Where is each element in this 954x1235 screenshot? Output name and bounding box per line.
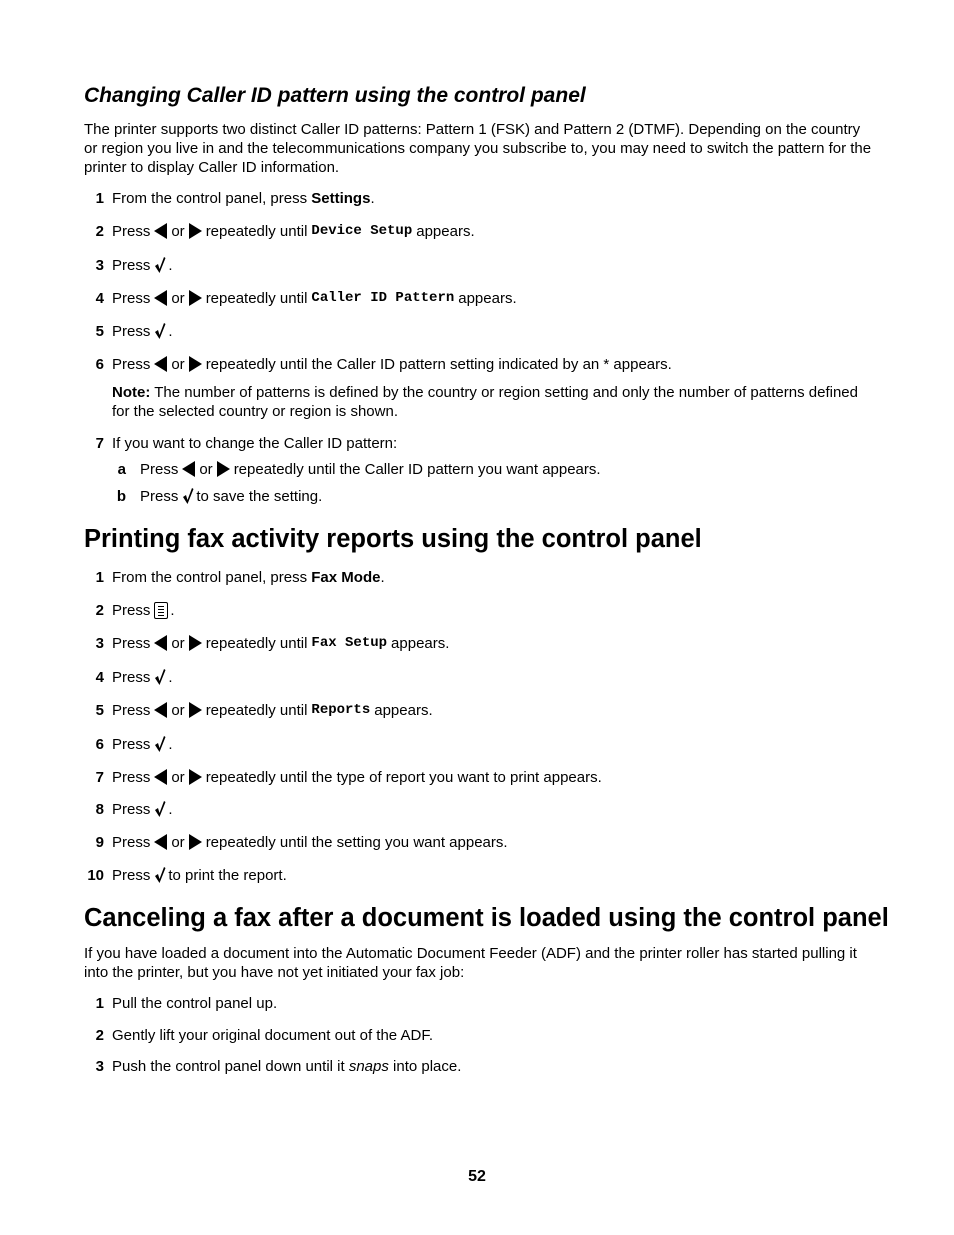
step-number: 8 <box>95 800 104 818</box>
step-text: . <box>380 568 385 586</box>
step-text: or <box>171 222 185 240</box>
checkmark-icon <box>154 668 166 686</box>
step-letter: a <box>117 460 126 478</box>
step-number: 3 <box>95 1057 104 1075</box>
step-text: repeatedly until <box>205 701 308 719</box>
step-text: or <box>171 833 185 851</box>
step-text: Press <box>112 866 151 884</box>
display-message: Reports <box>311 701 371 718</box>
checkmark-icon <box>182 487 194 505</box>
step-text: Press <box>112 634 151 652</box>
step-text: appears. <box>458 289 517 307</box>
step-text: Press <box>112 800 151 818</box>
step-text: If you want to change the Caller ID pattern: <box>112 434 398 452</box>
menu-icon <box>154 602 168 619</box>
checkmark-icon <box>154 735 166 753</box>
step-text: Press <box>112 768 151 786</box>
step-number: 9 <box>95 833 104 851</box>
step-number: 7 <box>95 768 104 786</box>
left-arrow-icon <box>154 769 167 785</box>
right-arrow-icon <box>189 223 202 239</box>
step-text: Press <box>112 601 151 619</box>
left-arrow-icon <box>154 223 167 239</box>
step-number: 2 <box>95 1026 104 1044</box>
step-text: . <box>168 800 173 818</box>
step-text: or <box>171 634 185 652</box>
step-number: 3 <box>95 634 104 652</box>
step-text: From the control panel, press <box>112 568 312 586</box>
step-text: . <box>168 668 173 686</box>
display-message: Device Setup <box>311 222 413 239</box>
step-number: 7 <box>95 434 104 452</box>
step-text: . <box>370 189 375 207</box>
checkmark-icon <box>154 866 166 884</box>
step-text: or <box>199 460 213 478</box>
step-text: or <box>171 768 185 786</box>
right-arrow-icon <box>189 290 202 306</box>
display-message: Caller ID Pattern <box>311 289 455 306</box>
step-text: Press <box>112 668 151 686</box>
step-number: 5 <box>95 322 104 340</box>
section-heading-caller-id: Changing Caller ID pattern using the control panel <box>84 84 586 107</box>
step-text: appears. <box>391 634 450 652</box>
button-name: Settings <box>311 189 371 207</box>
step-text: Gently lift your original document out of the ADF. <box>112 1026 433 1044</box>
emphasis-text: snaps <box>348 1057 389 1075</box>
step-text: repeatedly until the Caller ID pattern you want appears. <box>233 460 601 478</box>
step-text: Press <box>140 460 179 478</box>
intro-paragraph: If you have loaded a document into the Automatic Document Feeder (ADF) and the printer roller has started pulling it into the printer, but you have not yet initiated your fax job: <box>84 945 857 981</box>
left-arrow-icon <box>154 834 167 850</box>
left-arrow-icon <box>154 356 167 372</box>
note <box>112 383 874 421</box>
step-number: 4 <box>95 668 104 686</box>
right-arrow-icon <box>217 461 230 477</box>
step-text: Press <box>112 222 151 240</box>
checkmark-icon <box>154 322 166 340</box>
step-number: 3 <box>95 256 104 274</box>
step-number: 2 <box>95 601 104 619</box>
step-text: repeatedly until the setting you want appears. <box>205 833 508 851</box>
step-text: to save the setting. <box>196 487 323 505</box>
left-arrow-icon <box>182 461 195 477</box>
right-arrow-icon <box>189 356 202 372</box>
step-text: Press <box>112 289 151 307</box>
step-number: 6 <box>95 355 104 373</box>
step-text: or <box>171 355 185 373</box>
intro-paragraph: The printer supports two distinct Caller ID patterns: Pattern 1 (FSK) and Pattern 2 (DTMF). Depending on the country or region you live in and the telecommunications company you subscribe to, you may need to switch the pattern for the printer to display Caller ID information. <box>84 121 872 176</box>
step-text: Push the control panel down until it <box>112 1057 349 1075</box>
step-text: Press <box>112 701 151 719</box>
step-text: repeatedly until <box>205 222 308 240</box>
right-arrow-icon <box>189 702 202 718</box>
step-text: . <box>170 601 175 619</box>
step-text: Press <box>112 735 151 753</box>
step-text: Press <box>112 322 151 340</box>
step-number: 1 <box>95 994 104 1012</box>
step-number: 2 <box>95 222 104 240</box>
step-number: 1 <box>95 189 104 207</box>
display-message: Fax Setup <box>311 634 388 651</box>
step-number: 1 <box>95 568 104 586</box>
step-text: Press <box>112 355 151 373</box>
step-text: . <box>168 735 173 753</box>
left-arrow-icon <box>154 702 167 718</box>
note-text: The number of patterns is defined by the country or region setting and only the number of patterns defined for the selected country or region is shown. <box>112 384 858 420</box>
step-text: Press <box>112 833 151 851</box>
step-text: or <box>171 289 185 307</box>
section-heading-fax-reports: Printing fax activity reports using the control panel <box>84 525 702 553</box>
section-heading-cancel-fax: Canceling a fax after a document is loaded using the control panel <box>84 904 889 932</box>
step-text: Pull the control panel up. <box>112 994 278 1012</box>
checkmark-icon <box>154 256 166 274</box>
step-text: to print the report. <box>168 866 287 884</box>
right-arrow-icon <box>189 834 202 850</box>
step-text: Press <box>112 256 151 274</box>
checkmark-icon <box>154 800 166 818</box>
step-number: 10 <box>87 866 104 884</box>
step-text: . <box>168 322 173 340</box>
left-arrow-icon <box>154 635 167 651</box>
page-number: 52 <box>468 1168 486 1185</box>
step-letter: b <box>116 487 126 505</box>
right-arrow-icon <box>189 635 202 651</box>
step-number: 4 <box>95 289 104 307</box>
step-text: into place. <box>388 1057 462 1075</box>
step-number: 6 <box>95 735 104 753</box>
step-text: or <box>171 701 185 719</box>
right-arrow-icon <box>189 769 202 785</box>
step-number: 5 <box>95 701 104 719</box>
button-name: Fax Mode <box>311 568 381 586</box>
step-text: From the control panel, press <box>112 189 312 207</box>
step-text: . <box>168 256 173 274</box>
step-text: repeatedly until the Caller ID pattern setting indicated by an * appears. <box>205 355 672 373</box>
note-label: Note: <box>112 384 151 401</box>
left-arrow-icon <box>154 290 167 306</box>
step-text: repeatedly until the type of report you want to print appears. <box>205 768 602 786</box>
step-text: repeatedly until <box>205 634 308 652</box>
step-text: Press <box>140 487 179 505</box>
step-text: repeatedly until <box>205 289 308 307</box>
step-text: appears. <box>416 222 475 240</box>
step-text: appears. <box>374 701 433 719</box>
